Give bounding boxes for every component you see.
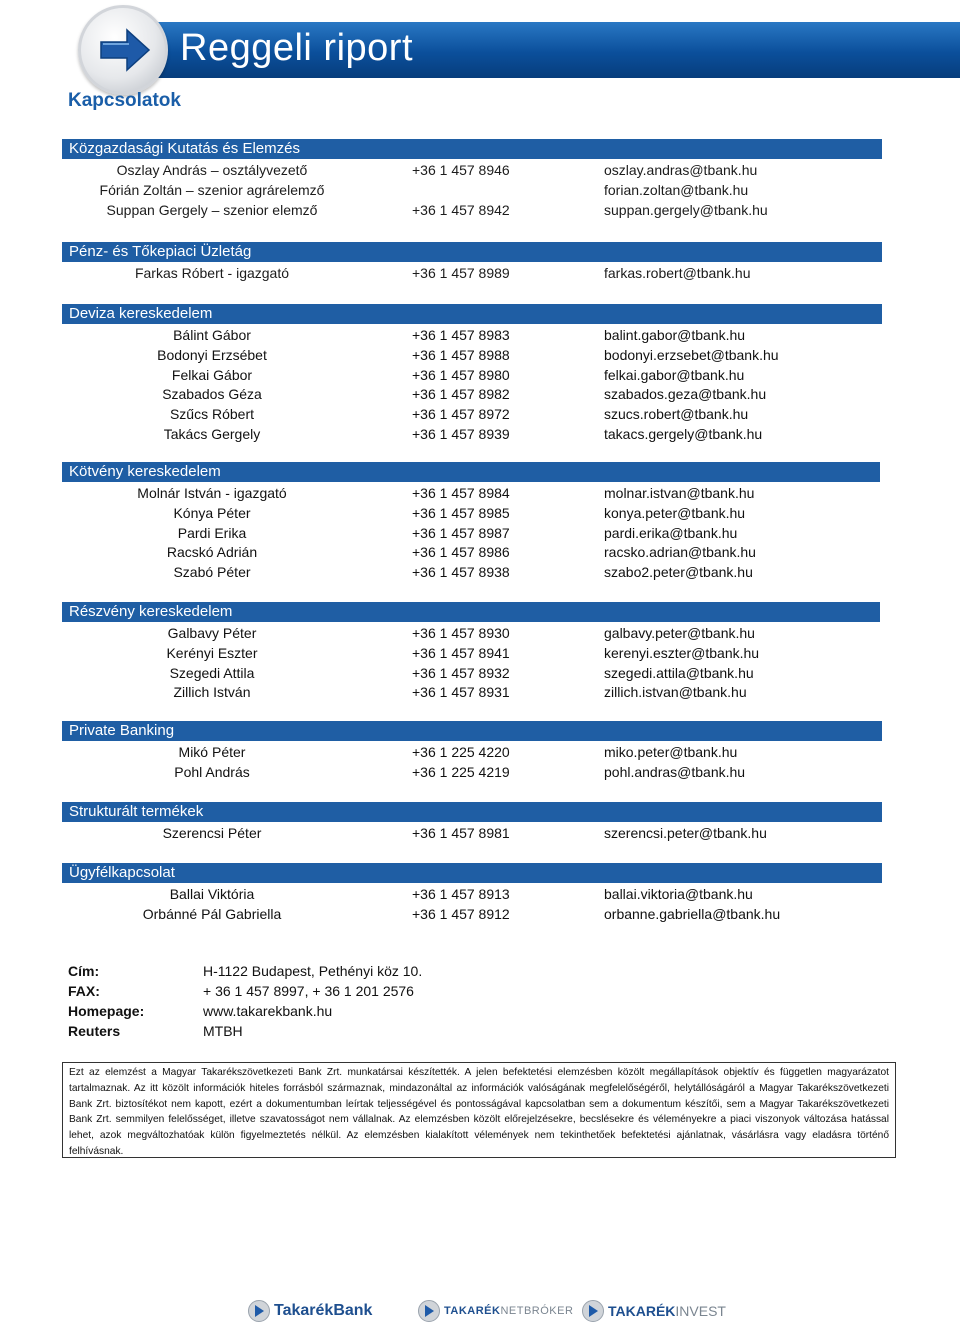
contact-email[interactable]: zillich.istvan@tbank.hu (604, 684, 747, 701)
contact-email[interactable]: szabo2.peter@tbank.hu (604, 564, 753, 581)
contact-row (0, 425, 960, 444)
address-label: Homepage: (68, 1003, 145, 1019)
report-title: Reggeli riport (180, 27, 413, 69)
address-value: MTBH (203, 1023, 243, 1039)
contact-row (0, 366, 960, 385)
contact-row (0, 346, 960, 365)
contact-row (0, 543, 960, 562)
contact-name: Szabados Géza (162, 386, 262, 403)
section-header: Strukturált termékek (62, 802, 882, 822)
contact-row (0, 264, 960, 283)
contact-email[interactable]: miko.peter@tbank.hu (604, 744, 738, 760)
section-header: Részvény kereskedelem (62, 602, 880, 622)
contact-row (0, 326, 960, 345)
section-header: Private Banking (62, 721, 882, 741)
contact-email[interactable]: pohl.andras@tbank.hu (604, 763, 746, 780)
contact-row (0, 885, 960, 904)
report-header (0, 0, 960, 125)
contact-email[interactable]: oszlay.andras@tbank.hu (604, 162, 758, 178)
disclaimer-box: Ezt az elemzést a Magyar Takarékszövetkezeti Bank Zrt. munkatársai készítették. A jelen befektetési elemzésben közölt megállapítások objektív és független magyarázatot tartalmaznak. Az itt közölt információk hiteles forrásból származnak, mindazonáltal az információk valóságának megfelelőségéről, helytállóságáról a Magyar Takarékszövetkezeti Bank Zrt. biztosítékot nem kapott, ezért a dokumentumban leírtak teljességével és pontosságával kapcsolatban sem a dokumentum készítői, sem a Magyar Takarékszövetkezeti Bank Zrt. semmilyen felelősséget, illetve szavatosságot nem vállalnak. Az elemzésben közölt előrejelzésekre, becslésekre és véleményekre a piaci viszonyok változása hatással lehet, azok megváltozhatóak külön figyelmeztetés nélkül. Az elemzésben kialakított vélemények nem tekinthetőek befektetési ajánlatnak, vásárlásra vagy eladásra történő felhívásnak. (62, 1062, 896, 1158)
contact-phone: +36 1 457 8942 (412, 201, 510, 218)
takarekbank-logo-icon (248, 1300, 270, 1322)
contact-row (0, 405, 960, 424)
contact-email[interactable]: bodonyi.erzsebet@tbank.hu (604, 346, 779, 363)
section-header: Kötvény kereskedelem (62, 462, 880, 482)
contact-name: Pohl András (174, 763, 250, 780)
contact-email[interactable]: takacs.gergely@tbank.hu (604, 426, 763, 442)
address-value: + 36 1 457 8997, + 36 1 201 2576 (203, 983, 414, 999)
contact-row (0, 484, 960, 503)
contact-email[interactable]: szucs.robert@tbank.hu (604, 406, 749, 423)
contact-name: Molnár István - igazgató (137, 485, 287, 501)
contact-name: Racskó Adrián (166, 544, 258, 561)
contact-phone: +36 1 457 8912 (412, 905, 510, 922)
contact-row (0, 504, 960, 523)
contact-row (0, 905, 960, 924)
contact-row (0, 624, 960, 643)
contact-email[interactable]: szabados.geza@tbank.hu (604, 386, 767, 403)
contact-phone: +36 1 457 8989 (412, 265, 510, 281)
contact-name: Takács Gergely (163, 426, 261, 442)
contact-phone: +36 1 457 8938 (412, 564, 510, 581)
contact-phone: +36 1 225 4220 (412, 744, 510, 760)
contact-phone: +36 1 457 8939 (412, 426, 510, 442)
takarek-invest-logo: TAKARÉKINVEST (582, 1300, 726, 1322)
contact-row (0, 385, 960, 404)
brand-logo-icon (78, 5, 168, 95)
contact-phone: +36 1 225 4219 (412, 763, 510, 780)
section-header: Pénz- és Tőkepiaci Üzletág (62, 242, 882, 262)
contact-name: Kónya Péter (173, 504, 251, 521)
contact-phone: +36 1 457 8931 (412, 684, 510, 701)
address-label: Cím: (68, 963, 100, 979)
contact-email[interactable]: kerenyi.eszter@tbank.hu (604, 644, 760, 661)
contact-name: Szabó Péter (173, 564, 251, 581)
contact-email[interactable]: forian.zoltan@tbank.hu (604, 181, 749, 198)
address-value: H-1122 Budapest, Pethényi köz 10. (203, 963, 423, 979)
contact-phone: +36 1 457 8983 (412, 327, 510, 343)
section-header: Ügyfélkapcsolat (62, 863, 882, 883)
contact-email[interactable]: konya.peter@tbank.hu (604, 504, 746, 521)
contact-phone: +36 1 457 8981 (412, 825, 510, 841)
contact-name: Farkas Róbert - igazgató (134, 265, 290, 281)
section-header: Közgazdasági Kutatás és Elemzés (62, 139, 882, 159)
contact-row (0, 664, 960, 683)
contact-email[interactable]: felkai.gabor@tbank.hu (604, 366, 745, 383)
contact-phone: +36 1 457 8982 (412, 386, 510, 403)
takarek-netbroker-logo: TAKARÉKNETBRÓKER (418, 1300, 573, 1322)
contact-phone: +36 1 457 8980 (412, 366, 510, 383)
contact-email[interactable]: galbavy.peter@tbank.hu (604, 625, 755, 641)
contact-name: Bálint Gábor (173, 327, 251, 343)
contact-phone: +36 1 457 8987 (412, 524, 510, 541)
contact-name: Oszlay András – osztályvezető (116, 162, 308, 178)
contact-email[interactable]: pardi.erika@tbank.hu (604, 524, 738, 541)
invest-logo-icon (582, 1300, 604, 1322)
address-label: FAX: (68, 983, 100, 999)
contact-email[interactable]: racsko.adrian@tbank.hu (604, 544, 756, 561)
address-label: Reuters (68, 1023, 121, 1039)
contact-email[interactable]: balint.gabor@tbank.hu (604, 327, 746, 343)
netbroker-logo-icon (418, 1300, 440, 1322)
contact-name: Szűcs Róbert (169, 406, 255, 423)
contact-name: Mikó Péter (178, 744, 246, 760)
contact-phone: +36 1 457 8988 (412, 346, 510, 363)
contact-name: Orbánné Pál Gabriella (142, 905, 282, 922)
contact-email[interactable]: suppan.gergely@tbank.hu (604, 201, 768, 218)
contact-name: Felkai Gábor (171, 366, 253, 383)
contact-name: Szegedi Attila (169, 664, 255, 681)
contact-name: Kerényi Eszter (166, 644, 258, 661)
contact-row (0, 644, 960, 663)
contact-phone: +36 1 457 8984 (412, 485, 510, 501)
contact-row (0, 563, 960, 582)
contact-row (0, 763, 960, 782)
section-header: Deviza kereskedelem (62, 304, 882, 324)
contact-phone: +36 1 457 8930 (412, 625, 510, 641)
contact-email[interactable]: farkas.robert@tbank.hu (604, 265, 751, 281)
contact-row (0, 683, 960, 702)
footer-logos (0, 1290, 960, 1329)
contact-row (0, 524, 960, 543)
contact-phone: +36 1 457 8986 (412, 544, 510, 561)
contact-phone: +36 1 457 8972 (412, 406, 510, 423)
contact-name: Galbavy Péter (167, 625, 257, 641)
contact-email[interactable]: ballai.viktoria@tbank.hu (604, 886, 753, 902)
contact-email[interactable]: molnar.istvan@tbank.hu (604, 485, 755, 501)
contact-phone: +36 1 457 8932 (412, 664, 510, 681)
contact-name: Fórián Zoltán – szenior agrárelemző (99, 181, 325, 198)
contact-row (0, 824, 960, 843)
contact-phone: +36 1 457 8941 (412, 644, 510, 661)
contact-name: Pardi Erika (177, 524, 247, 541)
address-value[interactable]: www.takarekbank.hu (203, 1003, 333, 1019)
contact-email[interactable]: szerencsi.peter@tbank.hu (604, 825, 767, 841)
contact-name: Zillich István (173, 684, 251, 701)
contact-phone: +36 1 457 8985 (412, 504, 510, 521)
contact-row (0, 201, 960, 220)
contact-row (0, 181, 960, 200)
contact-row (0, 161, 960, 180)
contact-phone: +36 1 457 8913 (412, 886, 510, 902)
takarekbank-logo: TakarékBank (248, 1300, 372, 1322)
contact-row (0, 743, 960, 762)
contact-email[interactable]: orbanne.gabriella@tbank.hu (604, 905, 781, 922)
contact-name: Suppan Gergely – szenior elemző (106, 201, 318, 218)
contact-name: Bodonyi Erzsébet (157, 346, 267, 363)
contact-email[interactable]: szegedi.attila@tbank.hu (604, 664, 754, 681)
contact-name: Szerencsi Péter (162, 825, 262, 841)
page-subtitle: Kapcsolatok (68, 90, 181, 111)
contact-name: Ballai Viktória (169, 886, 255, 902)
contact-phone: +36 1 457 8946 (412, 162, 510, 178)
